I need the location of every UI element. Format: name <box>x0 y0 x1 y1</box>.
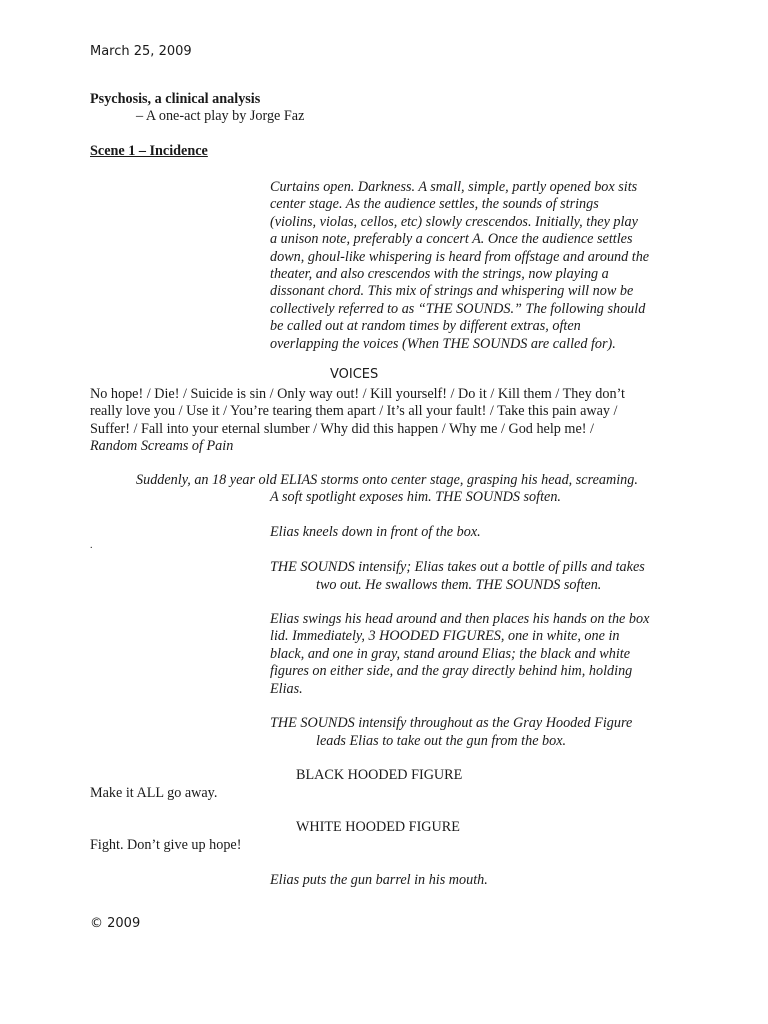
voices-block <box>90 386 625 456</box>
stray-mark: . <box>90 540 93 551</box>
stage-direction: THE SOUNDS intensify; Elias takes out a bottle of pills and takes <box>270 559 645 575</box>
voices-line: really love you / Use it / You’re tearing them apart / It’s all your fault! / Take this pain away / <box>90 403 618 420</box>
intro-line: be called out at random times by different extras, often <box>270 318 581 335</box>
dialogue-white: Fight. Don’t give up hope! <box>90 837 242 853</box>
stage-direction-line: black, and one in gray, stand around Elias; the black and white <box>270 645 631 662</box>
stage-direction-line: lid. Immediately, 3 HOODED FIGURES, one in white, one in <box>270 628 620 645</box>
stage-direction: Elias puts the gun barrel in his mouth. <box>270 872 488 888</box>
intro-line: a unison note, preferably a concert A. Once the audience settles <box>270 231 633 248</box>
intro-line: (violins, violas, cellos, etc) slowly crescendos. Initially, they play <box>270 213 638 230</box>
stage-direction: A soft spotlight exposes him. THE SOUNDS soften. <box>270 489 561 505</box>
copyright-footer: © 2009 <box>90 916 141 931</box>
stage-direction: Suddenly, an 18 year old ELIAS storms onto center stage, grasping his head, screaming. <box>136 472 638 488</box>
voices-line: No hope! / Die! / Suicide is sin / Only way out! / Kill yourself! / Do it / Kill them / They don’t <box>90 386 625 402</box>
intro-line: down, ghoul-like whispering is heard from offstage and around the <box>270 248 650 265</box>
intro-stage-direction <box>270 179 690 353</box>
play-title: Psychosis, a clinical analysis <box>90 91 261 107</box>
voices-line-italic: Random Screams of Pain <box>90 438 234 455</box>
voices-heading: VOICES <box>330 367 379 382</box>
stage-direction: THE SOUNDS intensify throughout as the Gray Hooded Figure <box>270 715 633 731</box>
intro-line: collectively referred to as “THE SOUNDS.” The following should <box>270 300 646 317</box>
stage-direction-line: Elias swings his head around and then places his hands on the box <box>270 611 650 627</box>
stage-direction: two out. He swallows them. THE SOUNDS soften. <box>316 577 602 593</box>
stage-direction-line: Elias. <box>270 680 303 697</box>
character-name-black: BLACK HOODED FIGURE <box>296 767 463 783</box>
stage-direction-block <box>270 611 649 698</box>
stage-direction: Elias kneels down in front of the box. <box>270 524 481 540</box>
stage-direction-line: figures on either side, and the gray directly behind him, holding <box>270 663 633 680</box>
play-subtitle: – A one-act play by Jorge Faz <box>136 108 305 124</box>
intro-line: theater, and also crescendos with the strings, now playing a <box>270 266 609 283</box>
voices-line: Suffer! / Fall into your eternal slumber / Why did this happen / Why me / God help me! / <box>90 420 594 437</box>
stage-direction: leads Elias to take out the gun from the box. <box>316 733 567 749</box>
scene-heading: Scene 1 – Incidence <box>90 143 208 159</box>
dialogue-black: Make it ALL go away. <box>90 785 218 801</box>
document-date: March 25, 2009 <box>90 44 192 59</box>
intro-line: overlapping the voices (When THE SOUNDS are called for). <box>270 335 616 352</box>
intro-line: center stage. As the audience settles, the sounds of strings <box>270 196 599 213</box>
character-name-white: WHITE HOODED FIGURE <box>296 819 460 835</box>
intro-line: dissonant chord. This mix of strings and whispering will now be <box>270 283 634 300</box>
intro-line: Curtains open. Darkness. A small, simple, partly opened box sits <box>270 179 638 195</box>
